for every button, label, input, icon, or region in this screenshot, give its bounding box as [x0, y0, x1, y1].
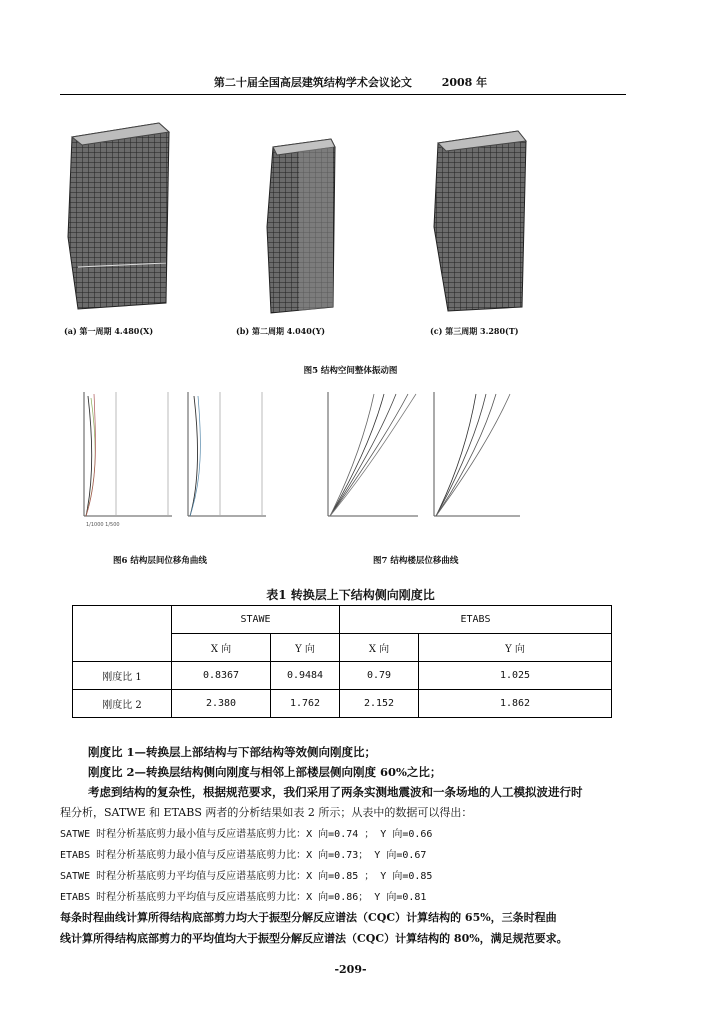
fig5-caption: 图5 结构空间整体振动图 — [303, 366, 398, 376]
displacement-plot-y — [428, 388, 524, 528]
paragraph-line: 考虑到结构的复杂性，根据规范要求，我们采用了两条实测地震波和一条场地的人工模拟波进行时 — [88, 785, 583, 799]
table-corner — [73, 606, 172, 662]
building-mode-2-image — [243, 117, 351, 317]
fig7-caption: 图7 结构楼层位移曲线 — [373, 556, 459, 566]
table1-caption: 表1 转换层上下结构侧向刚度比 — [266, 588, 435, 602]
building-mode-3-image — [424, 117, 532, 317]
displacement-plot-x — [322, 388, 422, 528]
table-row — [73, 690, 612, 718]
fig5c-caption: (c) 第三周期 3.280(T) — [430, 326, 519, 336]
row-label: 刚度比 2 — [73, 690, 172, 718]
paragraph-line: 程分析，SATWE 和 ETABS 两者的分析结果如表 2 所示；从表中的数据可以得出： — [60, 806, 473, 819]
stiffness-ratio-table — [72, 605, 612, 718]
result-line: ETABS 时程分析基底剪力最小值与反应谱基底剪力比：X 向=0.73； Y 向=0.67 — [60, 850, 427, 861]
subheader-etabs-y: Y 向 — [419, 634, 612, 662]
drift-plot-y — [180, 388, 270, 528]
cell-value: 0.79 — [340, 662, 419, 690]
result-line: SATWE 时程分析基底剪力平均值与反应谱基底剪力比：X 向=0.85 ； Y 向=0.85 — [60, 871, 433, 882]
header-year: 2008 年 — [441, 76, 488, 89]
header-title: 第二十届全国高层建筑结构学术会议论文 — [213, 76, 412, 89]
cell-value: 1.025 — [419, 662, 612, 690]
subheader-etabs-x: X 向 — [340, 634, 419, 662]
cell-value: 0.8367 — [172, 662, 271, 690]
cell-value: 2.380 — [172, 690, 271, 718]
running-header — [0, 74, 701, 90]
cell-value: 2.152 — [340, 690, 419, 718]
conclusion-line: 线计算所得结构底部剪力的平均值均大于振型分解反应谱法（CQC）计算结构的 80%，满足规范要求。 — [60, 932, 568, 945]
page-number: -209- — [334, 963, 367, 976]
cell-value: 1.862 — [419, 690, 612, 718]
conclusion-line: 每条时程曲线计算所得结构底部剪力均大于振型分解反应谱法（CQC）计算结构的 65%，三条时程曲 — [60, 911, 557, 924]
group-header-satwe: STAWE — [172, 606, 340, 634]
definition-ratio-2: 刚度比 2—转换层结构侧向刚度与相邻上部楼层侧向刚度 60%之比； — [88, 765, 442, 779]
drift-plot-x — [72, 388, 178, 528]
table-row — [73, 662, 612, 690]
svg-text:1/1000 1/500: 1/1000 1/500 — [86, 522, 120, 528]
fig5a-caption: (a) 第一周期 4.480(X) — [64, 326, 154, 336]
header-rule — [60, 94, 626, 95]
building-mode-1-image — [64, 117, 172, 317]
fig6-caption: 图6 结构层间位移角曲线 — [113, 556, 207, 566]
subheader-satwe-x: X 向 — [172, 634, 271, 662]
definition-ratio-1: 刚度比 1—转换层上部结构与下部结构等效侧向刚度比； — [88, 745, 377, 759]
subheader-satwe-y: Y 向 — [271, 634, 340, 662]
result-line: SATWE 时程分析基底剪力最小值与反应谱基底剪力比：X 向=0.74 ； Y 向=0.66 — [60, 829, 433, 840]
cell-value: 0.9484 — [271, 662, 340, 690]
row-label: 刚度比 1 — [73, 662, 172, 690]
fig5b-caption: (b) 第二周期 4.040(Y) — [236, 326, 326, 336]
group-header-etabs: ETABS — [340, 606, 612, 634]
cell-value: 1.762 — [271, 690, 340, 718]
result-line: ETABS 时程分析基底剪力平均值与反应谱基底剪力比：X 向=0.86； Y 向=0.81 — [60, 892, 427, 903]
